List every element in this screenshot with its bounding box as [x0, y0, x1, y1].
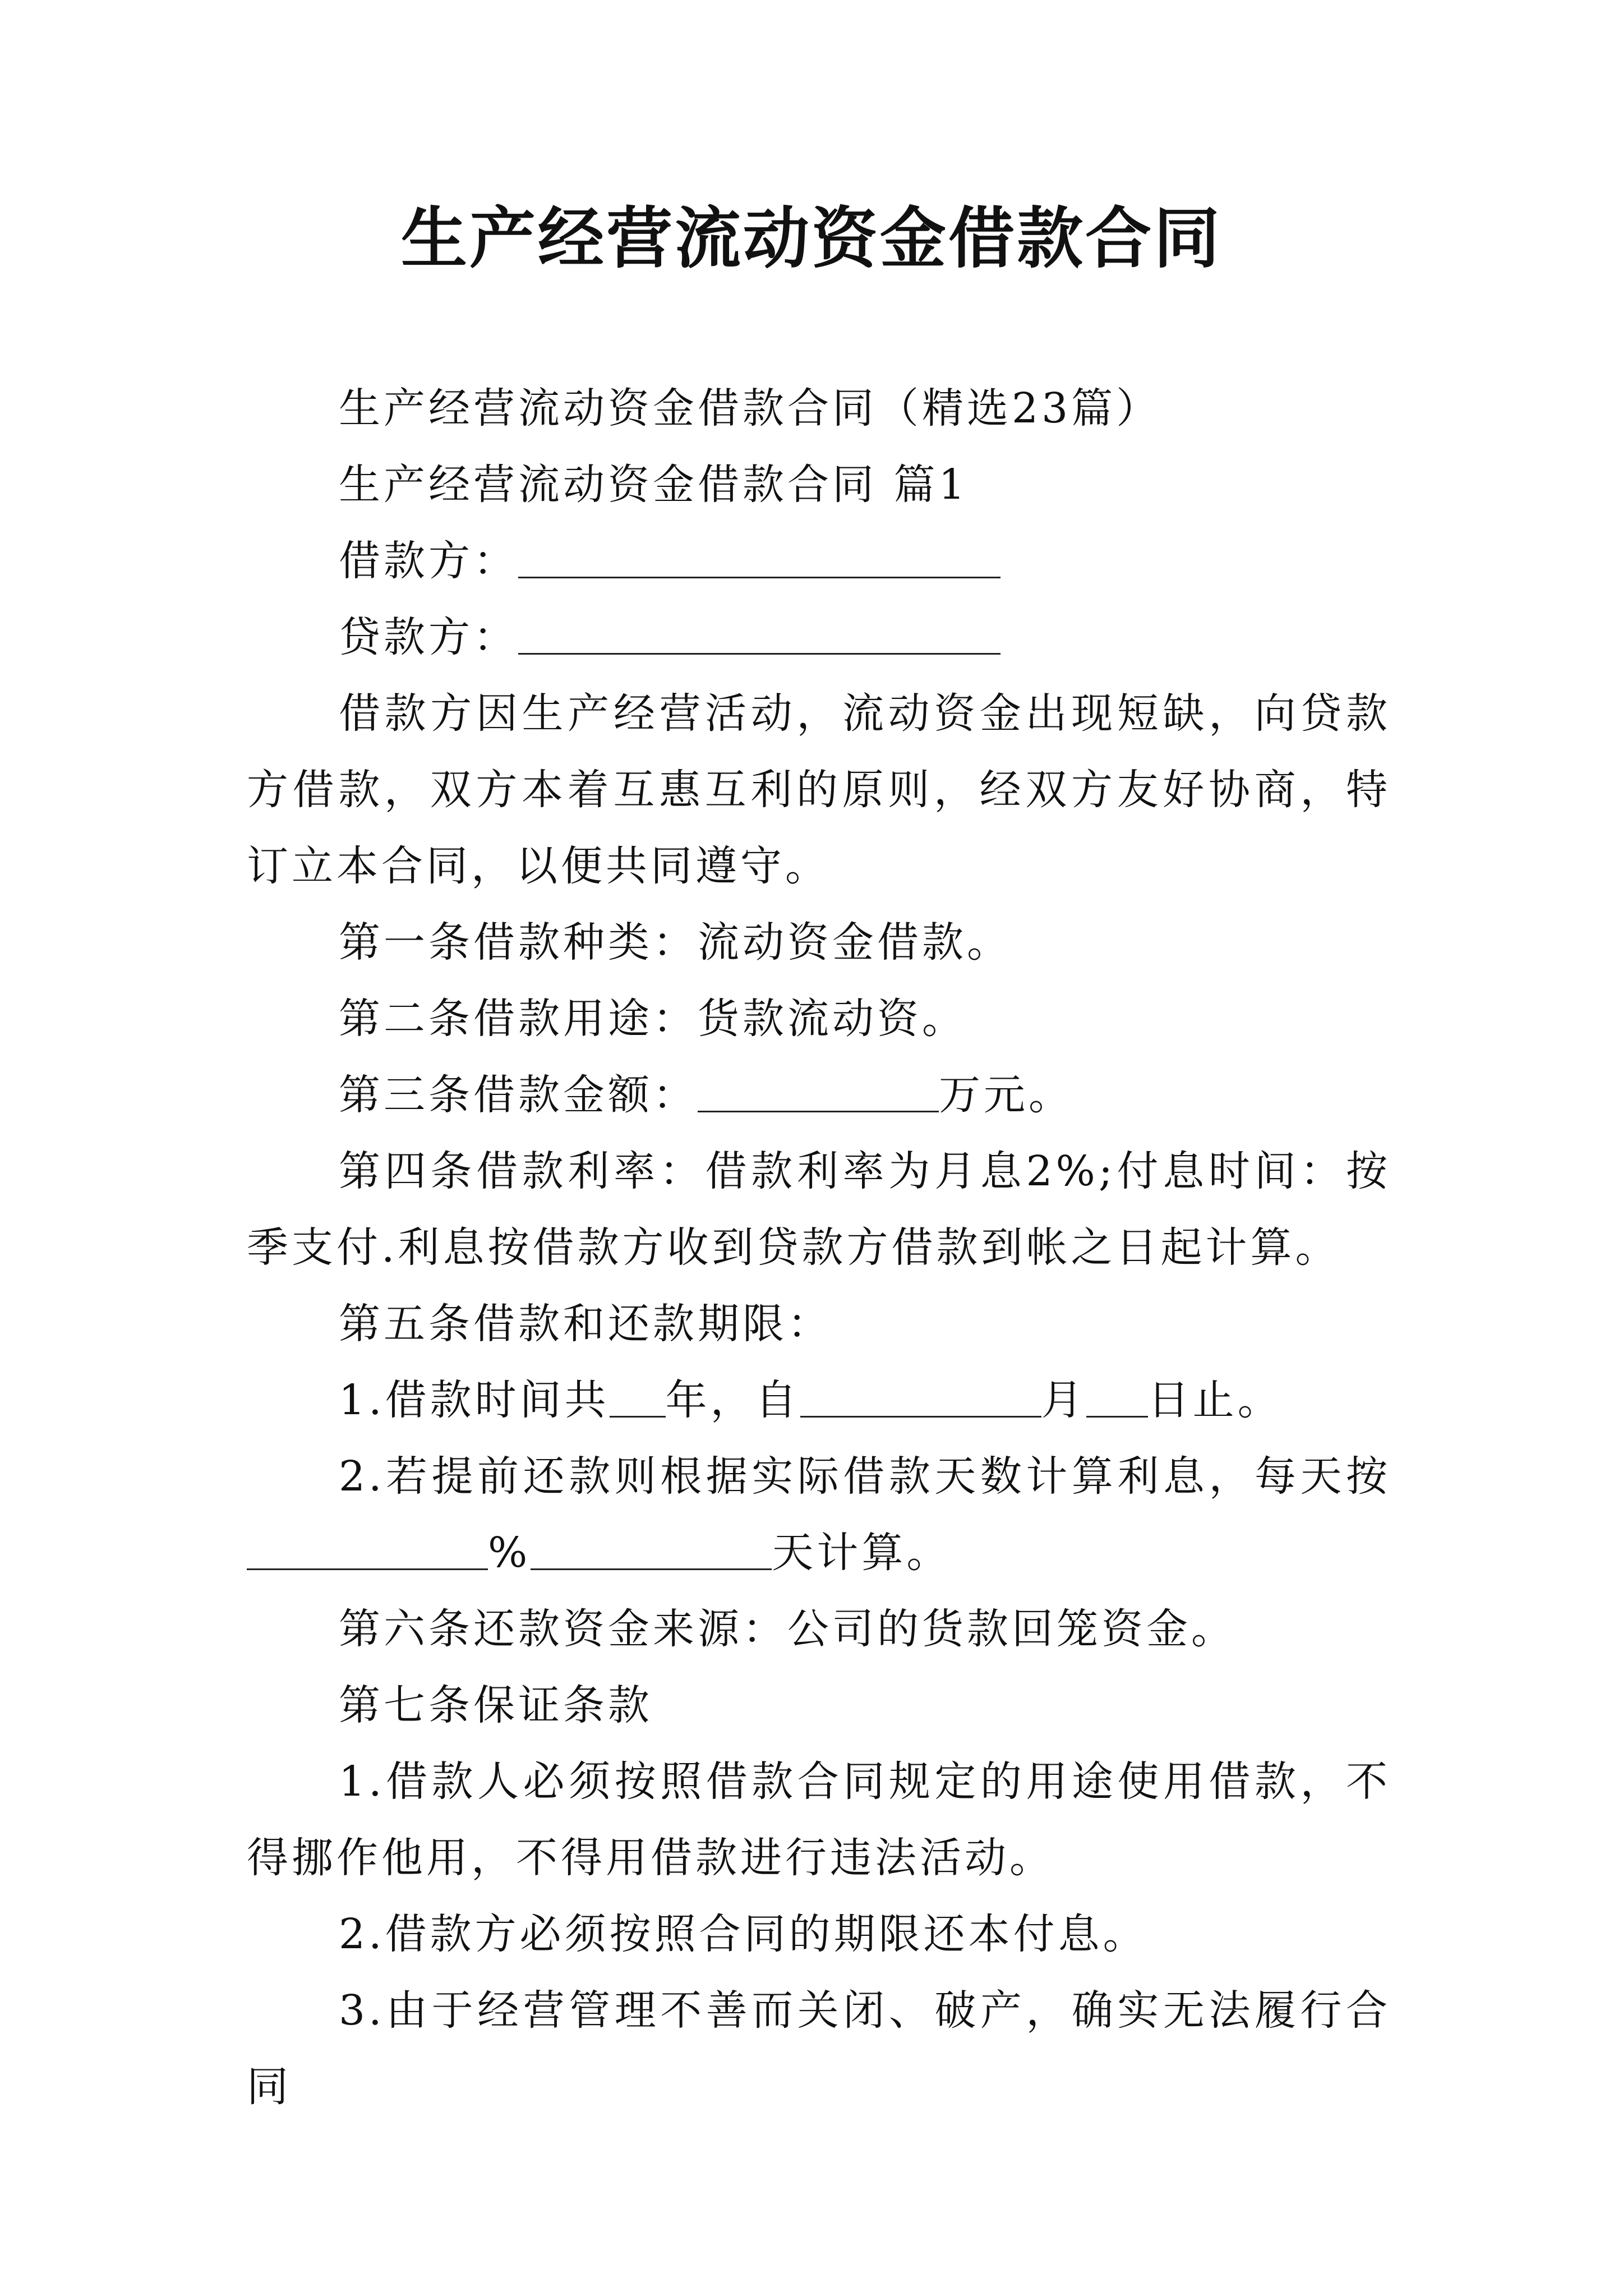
term-text-2: 年，自 [665, 1376, 800, 1424]
article-3-label: 第三条借款金额： [339, 1071, 698, 1119]
term-text-3: 月 [1041, 1376, 1086, 1424]
paragraph-guarantee-3: 3.由于经营管理不善而关闭、破产，确实无法履行合同 [247, 1986, 1391, 2111]
paragraph-guarantee-2: 2.借款方必须按照合同的期限还本付息。 [339, 1910, 1148, 1958]
lender-label: 贷款方： [339, 613, 518, 661]
paragraph-term [247, 1362, 1391, 1438]
paragraph-article-2: 第二条借款用途：货款流动资。 [339, 995, 967, 1043]
paragraph-guarantee-1: 1.借款人必须按照借款合同规定的用途使用借款，不得挪作他用，不得用借款进行违法活动。 [247, 1757, 1391, 1882]
borrower-label: 借款方： [339, 537, 518, 585]
loan-amount-blank [698, 1071, 939, 1112]
paragraph-article-7: 第七条保证条款 [339, 1681, 653, 1729]
paragraph-section-heading: 生产经营流动资金借款合同 篇1 [339, 461, 969, 509]
term-day-blank [1086, 1377, 1148, 1418]
early-repayment-text: 2.若提前还款则根据实际借款天数计算利息，每天按 [339, 1452, 1391, 1501]
paragraph-lender [247, 599, 1391, 675]
paragraph-early-repayment [247, 1438, 1391, 1591]
paragraph-article-5: 第五条借款和还款期限： [339, 1300, 832, 1348]
paragraph-subtitle: 生产经营流动资金借款合同（精选23篇） [339, 384, 1161, 432]
term-text-1: 1.借款时间共 [339, 1376, 610, 1424]
paragraph-preamble: 借款方因生产经营活动，流动资金出现短缺，向贷款方借款，双方本着互惠互利的原则，经双方友好协商，特订立本合同，以便共同遵守。 [247, 689, 1391, 890]
article-3-unit: 万元。 [939, 1071, 1073, 1119]
document-body [247, 370, 1391, 2125]
term-years-blank [610, 1377, 666, 1418]
term-text-4: 日止。 [1147, 1376, 1283, 1424]
paragraph-borrower [247, 523, 1391, 599]
paragraph-article-6: 第六条还款资金来源：公司的货款回笼资金。 [339, 1605, 1236, 1653]
document-title: 生产经营流动资金借款合同 [400, 199, 1222, 277]
early-repayment-end: 天计算。 [772, 1529, 952, 1577]
paragraph-article-1: 第一条借款种类：流动资金借款。 [339, 918, 1012, 967]
borrower-blank [518, 537, 1000, 578]
lender-blank [518, 614, 1000, 655]
paragraph-article-3 [247, 1057, 1391, 1133]
paragraph-article-4: 第四条借款利率：借款利率为月息2%;付息时间：按季支付.利息按借款方收到贷款方借款到帐之日起计算。 [247, 1147, 1391, 1272]
days-blank [531, 1529, 772, 1570]
term-start-blank [800, 1377, 1041, 1418]
rate-blank [247, 1529, 488, 1570]
percent-sign: % [488, 1529, 531, 1577]
